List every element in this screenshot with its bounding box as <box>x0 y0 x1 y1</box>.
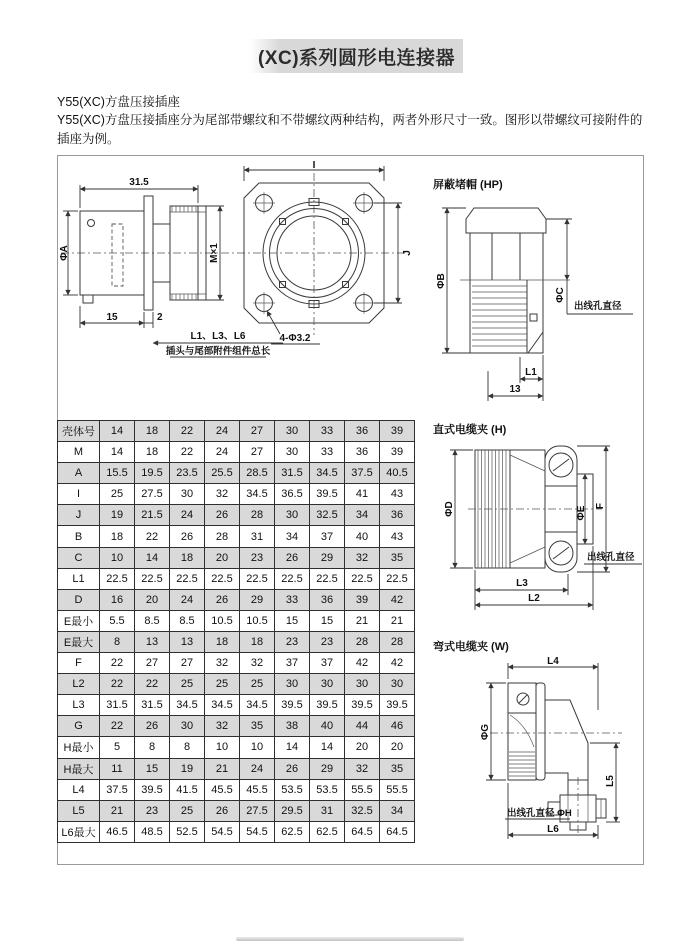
value-cell: 34.5 <box>240 695 275 716</box>
value-cell: 45.5 <box>205 779 240 800</box>
row-label: F <box>58 653 100 674</box>
table-row <box>58 547 415 568</box>
value-cell: 62.5 <box>310 821 345 842</box>
dimension-table <box>57 420 415 843</box>
value-cell: 22.5 <box>310 568 345 589</box>
value-cell: 32 <box>345 547 380 568</box>
value-cell: 43 <box>380 484 415 505</box>
value-cell: 30 <box>170 484 205 505</box>
row-label: H最大 <box>58 758 100 779</box>
value-cell: 29.5 <box>275 800 310 821</box>
value-cell: 28 <box>380 631 415 652</box>
value-cell: 24 <box>240 758 275 779</box>
assembly-length-caption: 插头与尾部附件组件总长 <box>165 346 271 357</box>
value-cell: 25 <box>100 484 135 505</box>
value-cell: 31 <box>240 526 275 547</box>
value-cell: 14 <box>275 737 310 758</box>
value-cell: 42 <box>345 653 380 674</box>
value-cell: 32 <box>205 716 240 737</box>
row-label: B <box>58 526 100 547</box>
table-row <box>58 463 415 484</box>
value-cell: 39.5 <box>345 695 380 716</box>
dim-13-label: 13 <box>509 384 521 395</box>
value-cell: 26 <box>205 505 240 526</box>
value-cell: 15 <box>310 610 345 631</box>
dim-2-label: 2 <box>157 312 163 323</box>
value-cell: 22.5 <box>135 568 170 589</box>
row-label: M <box>58 442 100 463</box>
angle-clamp-drawing <box>430 655 645 855</box>
value-cell: 42 <box>380 589 415 610</box>
product-subtitle: Y55(XC)方盘压接插座 <box>57 95 180 109</box>
value-cell: 48.5 <box>135 821 170 842</box>
value-cell: 23 <box>240 547 275 568</box>
dim-l6-label: L6 <box>547 824 559 835</box>
angle-clamp-title: 弯式电缆夹 (W) <box>433 641 509 653</box>
row-label: 壳体号 <box>58 421 100 442</box>
value-cell: 39.5 <box>135 779 170 800</box>
value-cell: 45.5 <box>240 779 275 800</box>
table-row <box>58 526 415 547</box>
table-row <box>58 695 415 716</box>
value-cell: 10.5 <box>240 610 275 631</box>
value-cell: 24 <box>205 442 240 463</box>
value-cell: 53.5 <box>275 779 310 800</box>
value-cell: 32 <box>205 653 240 674</box>
dim-l2-label: L2 <box>528 593 540 604</box>
table-row <box>58 779 415 800</box>
value-cell: 39.5 <box>380 695 415 716</box>
value-cell: 25 <box>205 674 240 695</box>
value-cell: 21 <box>100 800 135 821</box>
value-cell: 29 <box>310 547 345 568</box>
value-cell: 22 <box>100 653 135 674</box>
value-cell: 20 <box>345 737 380 758</box>
shield-cap-title: 屏蔽堵帽 (HP) <box>433 179 503 191</box>
value-cell: 33 <box>275 589 310 610</box>
value-cell: 20 <box>205 547 240 568</box>
value-cell: 30 <box>345 674 380 695</box>
value-cell: 34.5 <box>310 463 345 484</box>
value-cell: 15.5 <box>100 463 135 484</box>
value-cell: 22 <box>135 526 170 547</box>
value-cell: 39.5 <box>310 484 345 505</box>
value-cell: 43 <box>380 526 415 547</box>
value-cell: 21 <box>345 610 380 631</box>
value-cell: 22.5 <box>345 568 380 589</box>
row-label: E最小 <box>58 610 100 631</box>
value-cell: 28 <box>240 505 275 526</box>
value-cell: 18 <box>170 547 205 568</box>
table-row <box>58 674 415 695</box>
value-cell: 26 <box>135 716 170 737</box>
value-cell: 62.5 <box>275 821 310 842</box>
value-cell: 13 <box>135 631 170 652</box>
value-cell: 24 <box>170 505 205 526</box>
value-cell: 21.5 <box>135 505 170 526</box>
table-row <box>58 716 415 737</box>
value-cell: 46 <box>380 716 415 737</box>
value-cell: 24 <box>205 421 240 442</box>
value-cell: 31.5 <box>275 463 310 484</box>
table-header-row <box>58 421 415 442</box>
row-label: L5 <box>58 800 100 821</box>
dim-l3-label: L3 <box>516 578 528 589</box>
value-cell: 31.5 <box>100 695 135 716</box>
value-cell: 28 <box>205 526 240 547</box>
row-label: L3 <box>58 695 100 716</box>
value-cell: 34 <box>380 800 415 821</box>
value-cell: 32 <box>205 484 240 505</box>
value-cell: 27 <box>240 442 275 463</box>
value-cell: 25 <box>170 800 205 821</box>
value-cell: 22 <box>135 674 170 695</box>
value-cell: 23 <box>275 631 310 652</box>
value-cell: 30 <box>275 505 310 526</box>
row-label: L1 <box>58 568 100 589</box>
shield-cap-outlet-label: 出线孔直径 <box>574 301 622 312</box>
value-cell: 8 <box>135 737 170 758</box>
value-cell: 11 <box>100 758 135 779</box>
value-cell: 18 <box>100 526 135 547</box>
value-cell: 26 <box>205 800 240 821</box>
value-cell: 54.5 <box>240 821 275 842</box>
value-cell: 40.5 <box>380 463 415 484</box>
value-cell: 28 <box>345 631 380 652</box>
straight-clamp-title: 直式电缆夹 (H) <box>433 424 507 436</box>
value-cell: 36.5 <box>275 484 310 505</box>
dim-phi-b-label: ΦB <box>436 273 447 289</box>
dim-phi-c-label: ΦC <box>555 287 566 303</box>
value-cell: 39.5 <box>275 695 310 716</box>
row-label: L4 <box>58 779 100 800</box>
table-row <box>58 737 415 758</box>
value-cell: 52.5 <box>170 821 205 842</box>
value-cell: 30 <box>310 674 345 695</box>
value-cell: 32.5 <box>345 800 380 821</box>
table-row <box>58 442 415 463</box>
value-cell: 36 <box>345 442 380 463</box>
table-row <box>58 610 415 631</box>
value-cell: 55.5 <box>345 779 380 800</box>
value-cell: 15 <box>275 610 310 631</box>
value-cell: 26 <box>170 526 205 547</box>
value-cell: 29 <box>310 758 345 779</box>
value-cell: 39 <box>380 421 415 442</box>
table-row <box>58 589 415 610</box>
value-cell: 35 <box>380 758 415 779</box>
value-cell: 44 <box>345 716 380 737</box>
table-row <box>58 484 415 505</box>
value-cell: 31.5 <box>135 695 170 716</box>
value-cell: 18 <box>205 631 240 652</box>
value-cell: 39.5 <box>310 695 345 716</box>
value-cell: 22 <box>170 442 205 463</box>
value-cell: 10 <box>100 547 135 568</box>
value-cell: 21 <box>380 610 415 631</box>
dim-l4-label: L4 <box>547 656 559 667</box>
row-label: I <box>58 484 100 505</box>
value-cell: 40 <box>310 716 345 737</box>
value-cell: 35 <box>380 547 415 568</box>
value-cell: 22 <box>100 716 135 737</box>
dim-l5-label: L5 <box>605 775 616 787</box>
page-title-bar <box>250 39 463 73</box>
value-cell: 10 <box>205 737 240 758</box>
value-cell: 8.5 <box>135 610 170 631</box>
value-cell: 19 <box>170 758 205 779</box>
knurl-lines <box>509 752 535 776</box>
value-cell: 36 <box>380 505 415 526</box>
connector-side-and-front-view-drawing <box>58 160 418 362</box>
dim-i-label: I <box>312 160 316 171</box>
value-cell: 37 <box>275 653 310 674</box>
value-cell: 35 <box>240 716 275 737</box>
row-label: H最小 <box>58 737 100 758</box>
value-cell: 32.5 <box>310 505 345 526</box>
value-cell: 37 <box>310 653 345 674</box>
dim-f-label: F <box>595 502 606 510</box>
value-cell: 34.5 <box>205 695 240 716</box>
row-label: L6最大 <box>58 821 100 842</box>
value-cell: 34 <box>345 505 380 526</box>
value-cell: 27.5 <box>240 800 275 821</box>
value-cell: 10 <box>240 737 275 758</box>
mounting-holes-label: 4-Φ3.2 <box>279 333 311 344</box>
value-cell: 27 <box>240 421 275 442</box>
value-cell: 30 <box>380 674 415 695</box>
value-cell: 34.5 <box>170 695 205 716</box>
value-cell: 36 <box>345 421 380 442</box>
dim-31-5-label: 31.5 <box>129 177 149 188</box>
value-cell: 22.5 <box>380 568 415 589</box>
knurl-lines <box>472 286 527 346</box>
value-cell: 22 <box>170 421 205 442</box>
value-cell: 39 <box>345 589 380 610</box>
value-cell: 40 <box>345 526 380 547</box>
table-row <box>58 821 415 842</box>
value-cell: 23 <box>310 631 345 652</box>
value-cell: 27 <box>135 653 170 674</box>
dim-thread-label: M×1 <box>209 243 220 263</box>
dim-phi-e-label: ΦE <box>576 505 587 521</box>
value-cell: 27.5 <box>135 484 170 505</box>
value-cell: 19.5 <box>135 463 170 484</box>
page-title: (XC)系列圆形电连接器 <box>257 47 456 69</box>
value-cell: 37.5 <box>345 463 380 484</box>
value-cell: 26 <box>205 589 240 610</box>
value-cell: 33 <box>310 442 345 463</box>
dim-l1-label: L1 <box>525 367 537 378</box>
value-cell: 5.5 <box>100 610 135 631</box>
value-cell: 14 <box>135 547 170 568</box>
value-cell: 18 <box>135 421 170 442</box>
value-cell: 23.5 <box>170 463 205 484</box>
assembly-length-label: L1、L3、L6 <box>190 331 246 342</box>
value-cell: 25 <box>170 674 205 695</box>
row-label: J <box>58 505 100 526</box>
value-cell: 22.5 <box>205 568 240 589</box>
value-cell: 18 <box>240 631 275 652</box>
value-cell: 20 <box>135 589 170 610</box>
value-cell: 23 <box>135 800 170 821</box>
dim-15-label: 15 <box>106 312 118 323</box>
dim-phi-g-label: ΦG <box>480 724 491 740</box>
value-cell: 64.5 <box>345 821 380 842</box>
value-cell: 41.5 <box>170 779 205 800</box>
value-cell: 8 <box>100 631 135 652</box>
value-cell: 22.5 <box>275 568 310 589</box>
value-cell: 31 <box>310 800 345 821</box>
value-cell: 16 <box>100 589 135 610</box>
row-label: G <box>58 716 100 737</box>
value-cell: 46.5 <box>100 821 135 842</box>
value-cell: 53.5 <box>310 779 345 800</box>
product-description: Y55(XC)方盘压接插座分为尾部带螺纹和不带螺纹两种结构，两者外形尺寸一致。图形以带螺纹可接附件的插座为例。 <box>57 113 643 146</box>
value-cell: 55.5 <box>380 779 415 800</box>
row-label: L2 <box>58 674 100 695</box>
footer-rule <box>236 937 464 941</box>
value-cell: 41 <box>345 484 380 505</box>
dim-phi-a-label: ΦA <box>59 245 70 261</box>
straight-clamp-drawing <box>430 438 645 618</box>
value-cell: 30 <box>275 674 310 695</box>
value-cell: 24 <box>170 589 205 610</box>
value-cell: 13 <box>170 631 205 652</box>
value-cell: 21 <box>205 758 240 779</box>
value-cell: 14 <box>100 421 135 442</box>
value-cell: 26 <box>275 547 310 568</box>
value-cell: 18 <box>135 442 170 463</box>
value-cell: 25 <box>240 674 275 695</box>
value-cell: 22 <box>100 674 135 695</box>
value-cell: 29 <box>240 589 275 610</box>
value-cell: 42 <box>380 653 415 674</box>
value-cell: 22.5 <box>170 568 205 589</box>
value-cell: 19 <box>100 505 135 526</box>
value-cell: 28.5 <box>240 463 275 484</box>
value-cell: 32 <box>345 758 380 779</box>
table-row <box>58 505 415 526</box>
value-cell: 14 <box>100 442 135 463</box>
value-cell: 37 <box>310 526 345 547</box>
value-cell: 15 <box>135 758 170 779</box>
value-cell: 20 <box>380 737 415 758</box>
dim-phi-d-label: ΦD <box>444 501 455 517</box>
value-cell: 36 <box>310 589 345 610</box>
table-row <box>58 631 415 652</box>
value-cell: 30 <box>275 421 310 442</box>
value-cell: 14 <box>310 737 345 758</box>
table-row <box>58 653 415 674</box>
angle-clamp-outlet-label: 出线孔直径 ΦH <box>507 808 572 819</box>
value-cell: 54.5 <box>205 821 240 842</box>
value-cell: 10.5 <box>205 610 240 631</box>
table-body <box>58 421 415 843</box>
value-cell: 34 <box>275 526 310 547</box>
row-label: A <box>58 463 100 484</box>
value-cell: 32 <box>240 653 275 674</box>
value-cell: 30 <box>170 716 205 737</box>
table-row <box>58 568 415 589</box>
value-cell: 39 <box>380 442 415 463</box>
value-cell: 38 <box>275 716 310 737</box>
value-cell: 27 <box>170 653 205 674</box>
value-cell: 33 <box>310 421 345 442</box>
row-label: C <box>58 547 100 568</box>
straight-clamp-outlet-label: 出线孔直径 <box>587 552 635 563</box>
shield-cap-drawing <box>430 175 645 405</box>
dim-j-label: J <box>402 250 413 256</box>
value-cell: 8.5 <box>170 610 205 631</box>
value-cell: 22.5 <box>240 568 275 589</box>
value-cell: 26 <box>275 758 310 779</box>
table-row <box>58 758 415 779</box>
row-label: D <box>58 589 100 610</box>
value-cell: 37.5 <box>100 779 135 800</box>
value-cell: 64.5 <box>380 821 415 842</box>
table-row <box>58 800 415 821</box>
value-cell: 8 <box>170 737 205 758</box>
value-cell: 5 <box>100 737 135 758</box>
value-cell: 30 <box>275 442 310 463</box>
value-cell: 25.5 <box>205 463 240 484</box>
value-cell: 34.5 <box>240 484 275 505</box>
row-label: E最大 <box>58 631 100 652</box>
value-cell: 22.5 <box>100 568 135 589</box>
